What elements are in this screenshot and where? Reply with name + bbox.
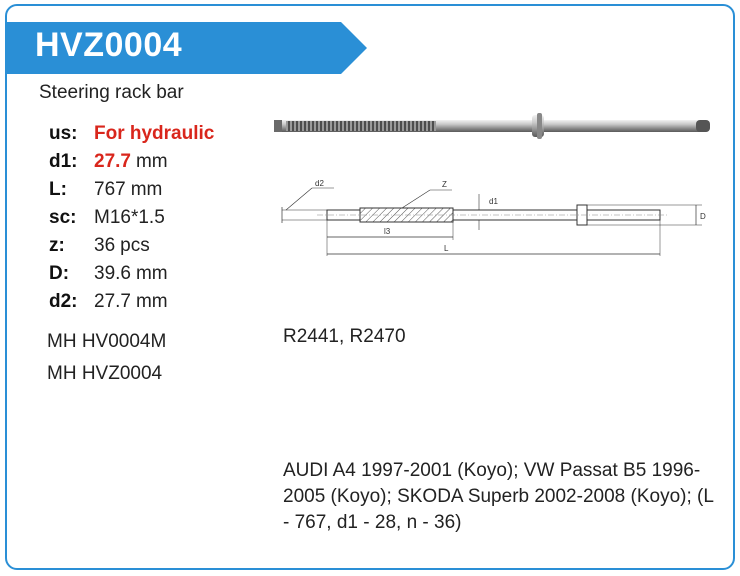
product-code-title: HVZ0004 (35, 26, 183, 64)
spec-unit: mm (135, 291, 168, 312)
spec-value: 39.6 (94, 263, 131, 284)
spec-value: 27.7 (94, 291, 131, 312)
z-dim-label: Z (442, 180, 447, 189)
spec-label: us: (49, 123, 78, 144)
spec-row (49, 207, 214, 235)
spec-unit: mm (135, 151, 168, 172)
part-codes (47, 326, 166, 390)
spec-value: 36 (94, 235, 116, 256)
spec-row (49, 151, 214, 179)
spec-value: For hydraulic (94, 123, 215, 144)
spec-unit: mm (130, 179, 163, 200)
spec-row (49, 123, 214, 151)
spec-label: L: (49, 179, 67, 200)
part-code: MH HV0004M (47, 331, 167, 352)
spec-label: z: (49, 235, 65, 256)
spec-label: sc: (49, 207, 77, 228)
product-card (5, 4, 735, 570)
l-dim-label: L (444, 244, 449, 253)
d1-dim-label: d1 (489, 197, 498, 206)
d2-dim-label: d2 (315, 179, 324, 188)
spec-row (49, 291, 214, 319)
spec-label: d2: (49, 291, 78, 312)
spec-value: M16*1.5 (94, 207, 165, 228)
spec-list (49, 123, 214, 319)
part-code: MH HVZ0004 (47, 363, 163, 384)
spec-row (49, 179, 214, 207)
spec-unit: mm (135, 263, 168, 284)
spec-value: 767 (94, 179, 126, 200)
spec-row (49, 263, 214, 291)
spec-label: D: (49, 263, 70, 284)
product-subtitle: Steering rack bar (39, 82, 184, 103)
technical-drawing (272, 174, 712, 264)
spec-unit: pcs (120, 235, 150, 256)
l3-dim-label: l3 (384, 227, 391, 236)
oe-numbers: R2441, R2470 (283, 326, 406, 347)
spec-value: 27.7 (94, 151, 131, 172)
d-dim-label: D (700, 212, 706, 221)
spec-row (49, 235, 214, 263)
spec-label: d1: (49, 151, 78, 172)
rack-bar-photo (272, 106, 722, 148)
header-banner (5, 22, 370, 74)
applications: AUDI A4 1997-2001 (Koyo); VW Passat B5 1996-2005 (Koyo); SKODA Superb 2002-2008 (Koyo); (L - 767, d1 - 28, n - 36) (283, 460, 714, 533)
